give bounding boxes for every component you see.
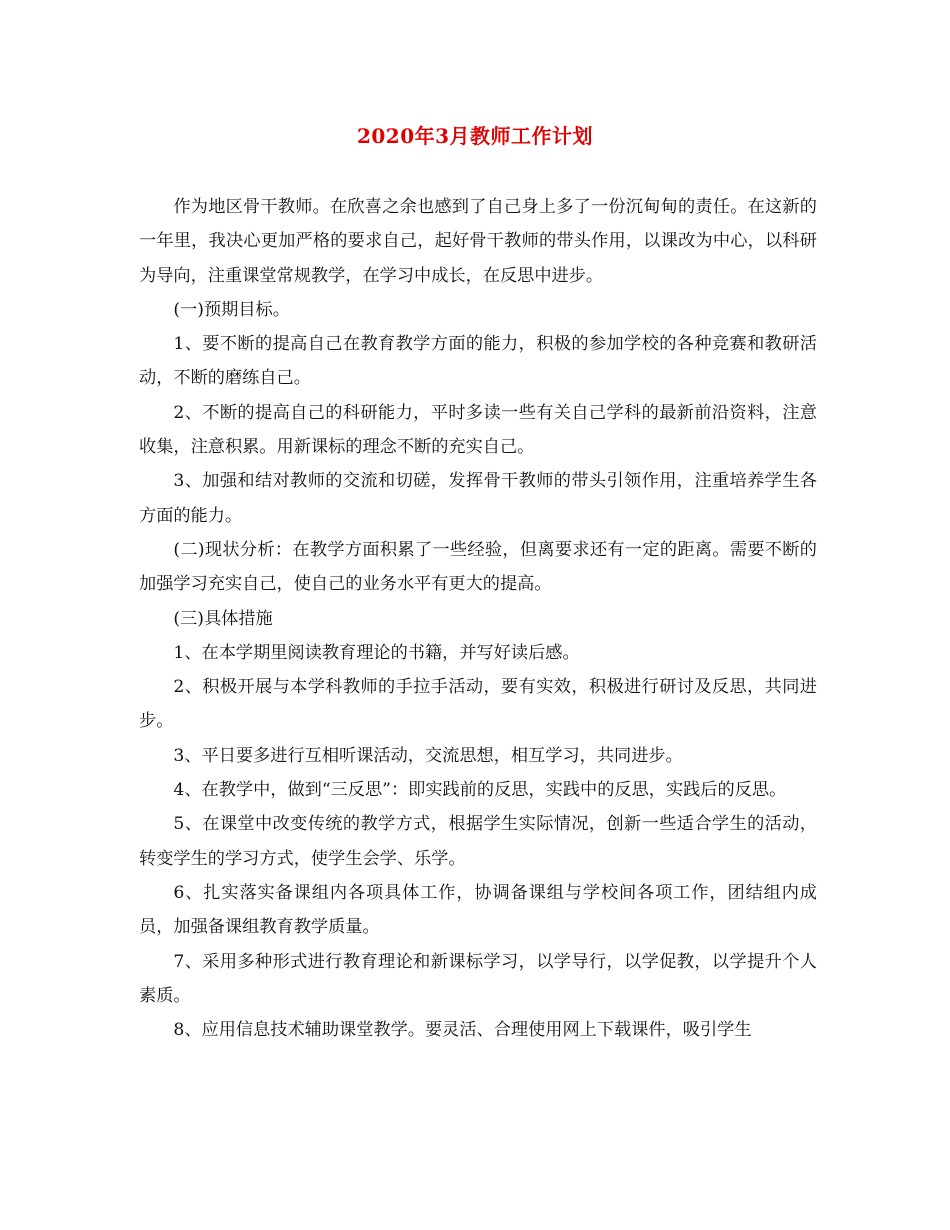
paragraph-intro: 作为地区骨干教师。在欣喜之余也感到了自己身上多了一份沉甸甸的责任。在这新的一年里，我决心更加严格的要求自己，起好骨干教师的带头作用，以课改为中心，以科研为导向，注重课堂常规教学，在学习中成长，在反思中进步。	[139, 197, 817, 286]
measure-item-5: 5、在课堂中改变传统的教学方式，根据学生实际情况，创新一些适合学生的活动，转变学生的学习方式，使学生会学、乐学。	[139, 814, 817, 869]
measure-item-2: 2、积极开展与本学科教师的手拉手活动，要有实效，积极进行研讨及反思，共同进步。	[139, 677, 817, 732]
measure-item-4: 4、在教学中，做到“三反思”：即实践前的反思，实践中的反思，实践后的反思。	[173, 780, 787, 801]
measure-item-8: 8、应用信息技术辅助课堂教学。要灵活、合理使用网上下载课件，吸引学生	[173, 1020, 752, 1041]
document-title: 2020年3月教师工作计划	[356, 124, 594, 148]
measure-item-7: 7、采用多种形式进行教育理论和新课标学习，以学导行，以学促教，以学提升个人素质。	[139, 951, 817, 1006]
section-heading-measures: (三)具体措施	[173, 608, 273, 629]
document-body	[139, 190, 817, 1047]
goal-item-2: 2、不断的提高自己的科研能力，平时多读一些有关自己学科的最新前沿资料，注意收集，注意积累。用新课标的理念不断的充实自己。	[139, 402, 817, 458]
section-status-analysis: (二)现状分析：在教学方面积累了一些经验，但离要求还有一定的距离。需要不断的加强学习充实自己，使自己的业务水平有更大的提高。	[139, 539, 817, 595]
measure-item-3: 3、平日要多进行互相听课活动，交流思想，相互学习，共同进步。	[173, 745, 683, 766]
section-heading-goals: (一)预期目标。	[173, 299, 290, 320]
goal-item-1: 1、要不断的提高自己在教育教学方面的能力，积极的参加学校的各种竞赛和教研活动，不断的磨练自己。	[139, 334, 817, 389]
measure-item-1: 1、在本学期里阅读教育理论的书籍，并写好读后感。	[173, 642, 580, 663]
goal-item-3: 3、加强和结对教师的交流和切磋，发挥骨干教师的带头引领作用，注重培养学生各方面的能力。	[139, 471, 817, 526]
measure-item-6: 6、扎实落实备课组内各项具体工作，协调备课组与学校间各项工作，团结组内成员，加强备课组教育教学质量。	[139, 882, 817, 938]
